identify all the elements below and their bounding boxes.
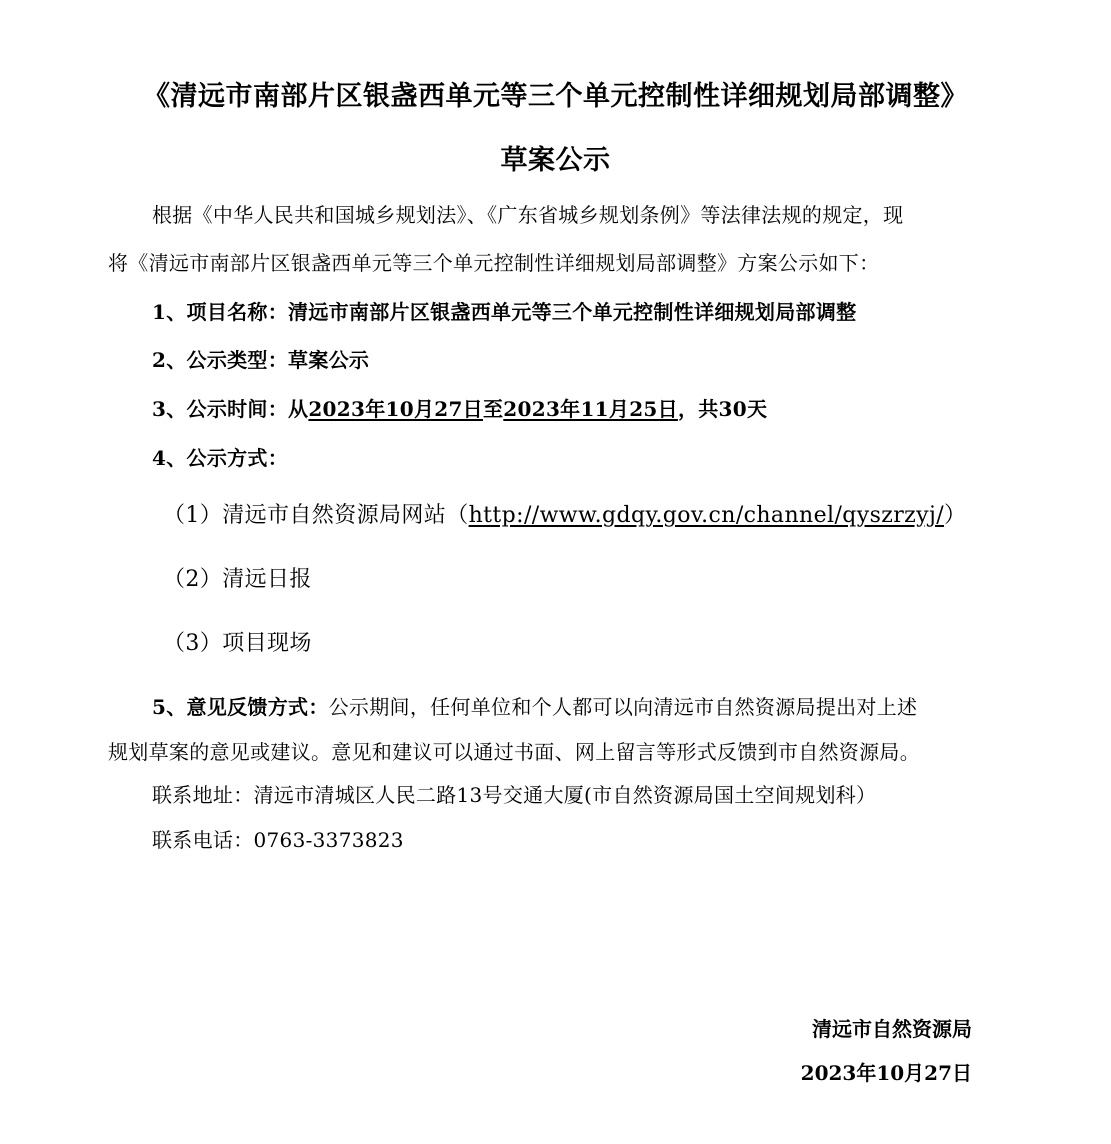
- notice-duration: ，共30天: [677, 397, 768, 421]
- feedback-line-2: 规划草案的意见或建议。意见和建议可以通过书面、网上留言等形式反馈到市自然资源局。: [108, 740, 920, 764]
- method-newspaper: （2）清远日报: [163, 567, 312, 592]
- item-notice-type-label: 2、公示类型：: [152, 348, 289, 372]
- contact-phone: 联系电话：0763-3373823: [152, 828, 404, 852]
- item-project-name: [152, 296, 856, 325]
- method-project-site: （3）项目现场: [163, 631, 312, 656]
- document-subtitle: 草案公示: [500, 145, 611, 176]
- intro-line-2: 将《清远市南部片区银盏西单元等三个单元控制性详细规划局部调整》方案公示如下：: [108, 251, 880, 275]
- item-notice-type-value: 草案公示: [288, 348, 370, 372]
- item-notice-method: 4、公示方式：: [152, 446, 289, 470]
- method-website-prefix: （1）清远市自然资源局网站（: [163, 503, 469, 528]
- document-title: 《清远市南部片区银盏西单元等三个单元控制性详细规划局部调整》: [143, 81, 968, 112]
- feedback-line-1: [152, 691, 917, 720]
- intro-line-1: 根据《中华人民共和国城乡规划法》、《广东省城乡规划条例》等法律法规的规定，现: [152, 203, 904, 227]
- item-project-name-value: 清远市南部片区银盏西单元等三个单元控制性详细规划局部调整: [288, 300, 857, 324]
- notice-start-date: 2023年10月27日: [308, 397, 483, 421]
- feedback-label: 5、意见反馈方式：: [152, 695, 329, 719]
- signature-org: 清远市自然资源局: [812, 1017, 972, 1041]
- method-website: [163, 498, 966, 529]
- item-project-name-label: 1、项目名称：: [152, 300, 289, 324]
- item-notice-time-label: 3、公示时间：: [152, 397, 289, 421]
- item-notice-type: [152, 344, 369, 373]
- method-website-suffix: ）: [944, 503, 967, 528]
- item-notice-time: [152, 393, 767, 422]
- contact-address: 联系地址：清远市清城区人民二路13号交通大厦(市自然资源局国土空间规划科）: [152, 783, 877, 807]
- feedback-text-1: 公示期间，任何单位和个人都可以向清远市自然资源局提出对上述: [328, 695, 918, 719]
- signature-date: 2023年10月27日: [800, 1061, 972, 1085]
- website-link[interactable]: http://www.gdqy.gov.cn/channel/qyszrzyj/: [468, 503, 945, 528]
- notice-end-date: 2023年11月25日: [503, 397, 678, 421]
- item-notice-time-from: 从: [288, 397, 309, 421]
- item-notice-time-to: 至: [482, 397, 504, 421]
